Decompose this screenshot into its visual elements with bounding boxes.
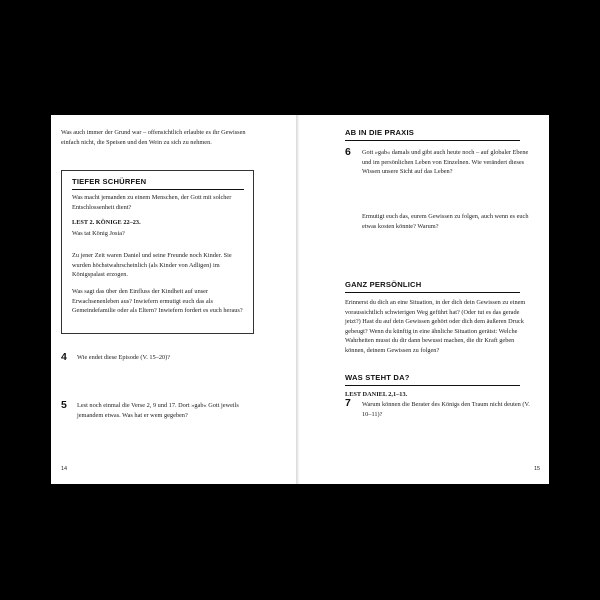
tiefer-schuerfen-box — [61, 170, 254, 334]
question-6-text: Gott »gab« damals und gibt auch heute noch – auf globaler Ebene und im persönlichen Leben von Einzelnen. Wie verändert dieses Wissen unsere Sicht auf das Leben? — [362, 149, 529, 176]
section-rule-persoenlich — [345, 292, 520, 293]
section-heading-persoenlich: GANZ PERSÖNLICH — [345, 280, 422, 289]
left-page — [51, 115, 299, 484]
personal-paragraph: Erinnerst du dich an eine Situation, in der dich dein Gewissen zu einem voraussichtlich schwierigen Weg geführt hat? (Oder tut es das gerade jetzt?) Hast du auf dein Gewissen gehört oder dich dem äußeren Druck gebeugt? Wenn du künftig in eine ähnliche Situation gerätst: Welche Wahrheiten musst du dir dann bewusst machen, die dir Kraft geben können, deinem Gewissen zu folgen? — [345, 299, 526, 354]
question-6-followup: Ermutigt euch das, eurem Gewissen zu folgen, auch wenn es euch etwas kosten könnte? Warum? — [362, 213, 529, 230]
question-4-text: Wie endet diese Episode (V. 15–20)? — [77, 354, 171, 361]
section-heading-was-steht-da: WAS STEHT DA? — [345, 373, 410, 382]
box-heading: TIEFER SCHÜRFEN — [72, 177, 147, 186]
question-7-text: Warum können die Berater des Königs den Traum nicht deuten (V. 10–11)? — [362, 401, 530, 418]
right-page — [300, 115, 549, 484]
box-question-2: Was tat König Josia? — [72, 230, 125, 237]
question-number-7: 7 — [345, 397, 351, 409]
box-question-1: Was macht jemanden zu einem Menschen, der Gott mit solcher Entschlossenheit dient? — [72, 194, 232, 211]
section-rule-was-steht-da — [345, 385, 520, 386]
question-5-text: Lest noch einmal die Verse 2, 9 und 17. Dort »gab« Gott jeweils jemandem etwas. Was hat er wem gegeben? — [77, 402, 239, 419]
box-heading-rule — [72, 189, 244, 190]
section-rule-praxis — [345, 140, 520, 141]
section-heading-praxis: AB IN DIE PRAXIS — [345, 128, 415, 137]
question-number-5: 5 — [61, 399, 67, 411]
box-reading: LEST 2. KÖNIGE 22–23. — [72, 219, 141, 226]
box-question-3: Was sagt das über den Einfluss der Kindheit auf unser Erwachsenenleben aus? Inwiefern ermutigt euch das als Gemeindefamilie oder als Eltern? Inwiefern fordert es euch heraus? — [72, 288, 243, 315]
question-number-4: 4 — [61, 351, 67, 363]
intro-paragraph: Was auch immer der Grund war – offensichtlich erlaubte es ihr Gewissen einfach nicht, die Speisen und den Wein zu sich zu nehmen. — [61, 129, 246, 146]
page-number-right: 15 — [534, 466, 541, 472]
reading-daniel: LEST DANIEL 2,1–13. — [345, 391, 408, 398]
page-number-left: 14 — [61, 466, 68, 472]
question-number-6: 6 — [345, 146, 351, 158]
box-context: Zu jener Zeit waren Daniel und seine Freunde noch Kinder. Sie wurden höchstwahrscheinlich (als Kinder von Adligen) im Königspalast erzogen. — [72, 252, 232, 279]
